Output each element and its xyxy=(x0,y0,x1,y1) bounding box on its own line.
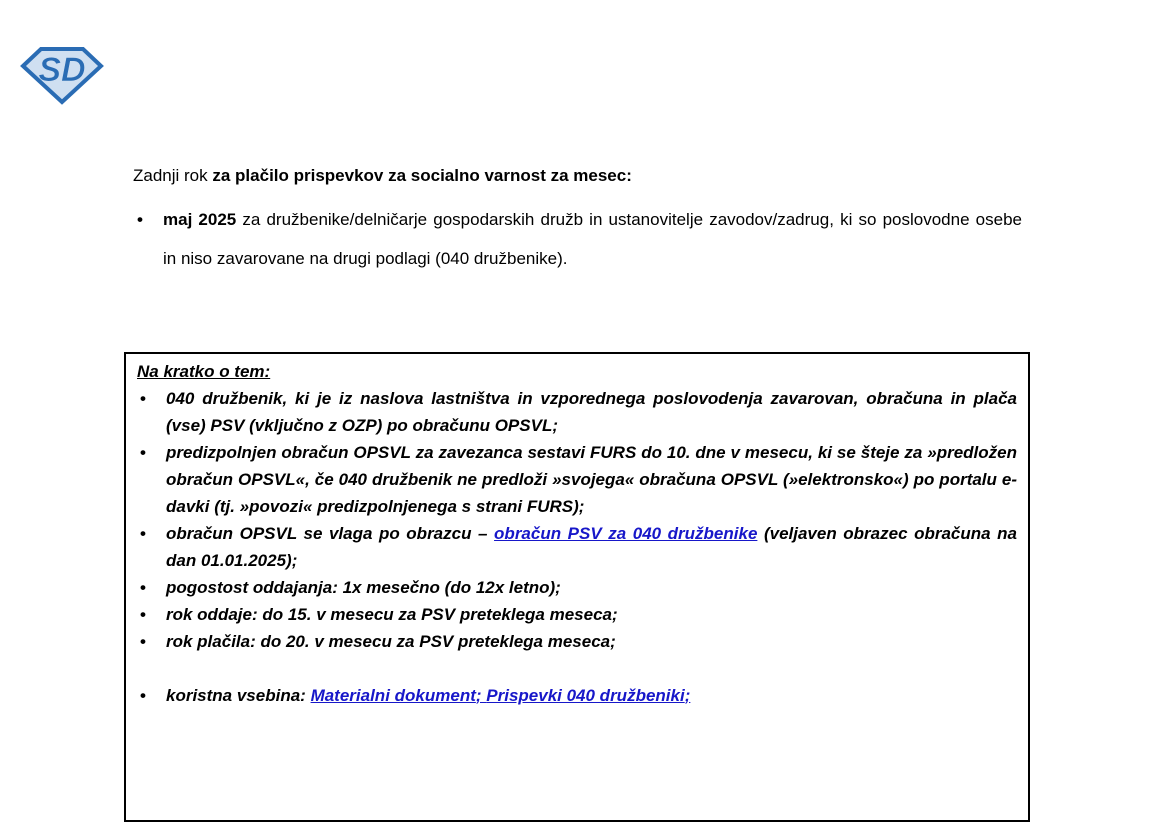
summary-item-rok-placila xyxy=(137,628,1017,655)
summary-box-title: Na kratko o tem: xyxy=(137,362,271,381)
logo-diamond-icon xyxy=(20,45,104,105)
summary-item-text: rok plačila: do 20. v mesecu za PSV preteklega meseca; xyxy=(166,632,616,651)
deadline-bullet xyxy=(133,201,1022,278)
summary-item-text: (veljaven obrazec obračuna na dan 01.01.2025); xyxy=(166,524,1017,570)
company-logo xyxy=(20,45,104,105)
link-terminator: ; xyxy=(684,686,691,705)
link-separator: ; xyxy=(475,686,487,705)
summary-item-text: obračun OPSVL se vlaga po obrazcu – xyxy=(166,524,495,543)
summary-item-koristna-vsebina xyxy=(137,682,1017,709)
link-obracun-psv-040[interactable]: obračun PSV za 040 družbenike xyxy=(494,524,758,543)
page-title-prefix: Zadnji rok xyxy=(133,166,213,185)
page-title-emphasis: za plačilo prispevkov za socialno varnost za mesec: xyxy=(212,166,632,185)
summary-box xyxy=(124,352,1030,822)
summary-item-obrazec xyxy=(137,520,1017,574)
deadline-month: maj 2025 xyxy=(163,210,237,229)
logo-letters: SD xyxy=(38,51,86,89)
summary-item-text: predizpolnjen obračun OPSVL za zavezanca sestavi FURS do 10. dne v mesecu, ki se šteje za »predložen obračun OPSVL«, če 040 družbenik ne predloži »svojega« obračuna OPSVL (»elektronsko«) po portalu e-davki (tj. »povozi« predizpolnjenega s strani FURS); xyxy=(166,443,1017,516)
summary-item-text: koristna vsebina: xyxy=(166,686,311,705)
summary-item-pogostost xyxy=(137,574,1017,601)
link-prispevki-040-druzbeniki[interactable]: Prispevki 040 družbeniki xyxy=(486,686,685,705)
summary-list xyxy=(137,385,1017,709)
deadline-text: za družbenike/delničarje gospodarskih družb in ustanovitelje zavodov/zadrug, ki so poslovodne osebe in niso zavarovane na drugi podlagi (040 družbenike). xyxy=(163,210,1022,268)
summary-item-text: rok oddaje: do 15. v mesecu za PSV preteklega meseca; xyxy=(166,605,618,624)
summary-item-text: pogostost oddajanja: 1x mesečno (do 12x letno); xyxy=(166,578,561,597)
link-materialni-dokument[interactable]: Materialni dokument xyxy=(310,686,476,705)
summary-item-predizpolnjen-obracun xyxy=(137,439,1017,520)
page-title xyxy=(133,164,1022,187)
summary-item-text: 040 družbenik, ki je iz naslova lastništva in vzporednega poslovodenja zavarovan, obračuna in plača (vse) PSV (vključno z OZP) po obračunu OPSVL; xyxy=(166,389,1017,435)
summary-item-psv-obracun xyxy=(137,385,1017,439)
summary-item-rok-oddaje xyxy=(137,601,1017,628)
